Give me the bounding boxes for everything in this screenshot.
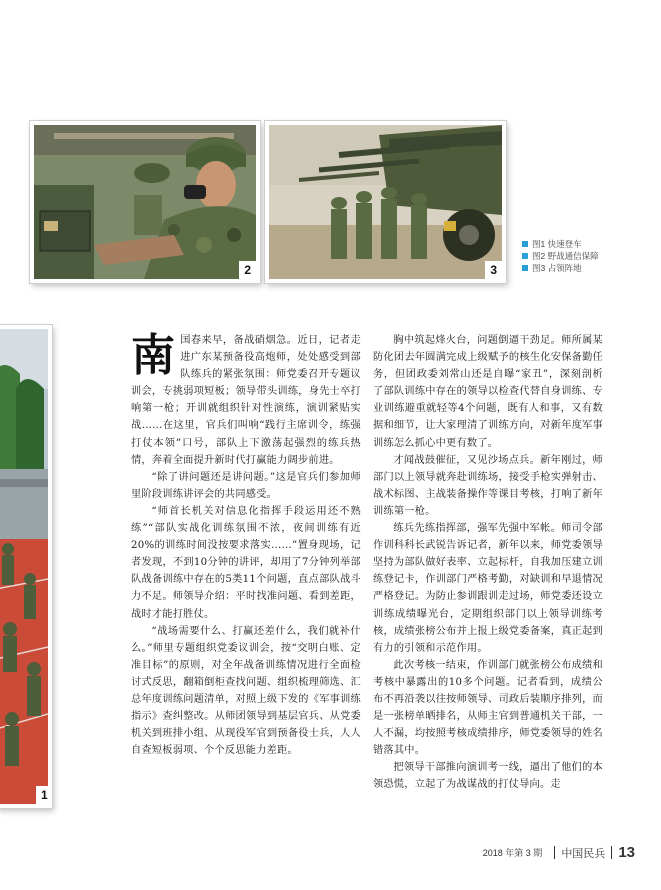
article-paragraph: “战场需要什么、打赢还差什么，我们就补什么。”师里专题组织党委议训会，按“交明白账、定准目标”的原则，对全年战备训练情况进行全面检讨式反思，翻箱倒柜查找问题、组织梳理筛选、汇总年度训练问题清单，对照上级下发的《军事训练指示》查纠整改。从师团领导到基层官兵、从党委机关到班排小组、从现役军官到预备役士兵，人人自查短板弱项、个个反思能力差距。 (131, 625, 361, 757)
caption-row (522, 250, 632, 262)
photo-number-badge: 2 (239, 261, 256, 279)
photo-occupy-position (265, 121, 506, 283)
footer-divider (554, 846, 555, 859)
article-paragraph: “师首长机关对信息化指挥手段运用还不熟练”“部队实战化训练氛围不浓，夜间训练有近20%的训练时间没按要求落实……”置身现场，记者发现，不到10分钟的讲评，却用了7分钟列举部队战备训练中存在的5类11个问题，直点部队战斗力不足。师领导介绍：平时找准问题、看到差距，战时才能打胜仗。 (131, 505, 361, 620)
photo-number-badge: 1 (36, 786, 52, 804)
photo-quick-boarding-image (0, 329, 48, 804)
photo-field-communication-image (34, 125, 256, 279)
caption-square-icon (522, 241, 528, 247)
page-footer (483, 844, 635, 861)
page-number: 13 (618, 844, 635, 861)
caption-square-icon (522, 265, 528, 271)
caption-text: 图3 占领阵地 (532, 263, 582, 273)
caption-text: 图1 快速登车 (532, 239, 582, 249)
caption-row (522, 238, 632, 250)
photo-field-communication (30, 121, 260, 283)
photo-occupy-position-image (269, 125, 502, 279)
article-paragraph: 胸中筑起烽火台，问题倒逼干劲足。师所属某防化团去年圆满完成上级赋予的核生化安保备勤任务，但团政委刘常山还是自曝“家丑”，深刻剖析了部队训练中存在的领导以检查代替自身训练、专业训练避重就轻等4个问题，既有人和事，又有数据和细节，让大家理清了训练方向，对新年度军事训练怎么抓心中更有数了。 (373, 335, 603, 449)
photo-quick-boarding (0, 325, 52, 808)
paragraph-text: 国春来早，备战硝烟急。近日，记者走进广东某预备役高炮师，处处感受到部队练兵的紧张氛围：师党委召开专题议训会，专挑弱项短板；领导带头训练，身先士卒打响第一枪；开训就组织针对性演练，演训紧贴实战……在这里，官兵们叫响“践行主席训令，练强打仗本领”口号，部队上下激荡起强烈的练兵热情，奔着全面提升新时代打赢能力阔步前进。 (131, 335, 361, 466)
issue-label: 2018 年第 3 期 (482, 848, 543, 858)
magazine-name: 中国民兵 (561, 847, 606, 860)
article-paragraph: 练兵先练指挥部，强军先强中军帐。师司令部作训科科长武锐告诉记者，新年以来，师党委领导坚持为部队做好表率、立起标杆，自我加压建立训练登记卡，作训部门严格考勤，对缺训和早退情况严格登记。为防止参训跟训走过场，师党委还设立训练成绩曝光台，定期组织部门以上领导训练考核，成绩张榜公布并上报上级党委备案，真正起到有力的引领和示范作用。 (373, 523, 603, 654)
article-paragraph (131, 332, 361, 469)
caption-text: 图2 野战通信保障 (532, 251, 599, 261)
footer-divider (611, 846, 612, 859)
article-column-left (131, 332, 361, 759)
photo-number-badge: 3 (485, 261, 502, 279)
article-paragraph: “除了讲问题还是讲问题。”这是官兵们参加师里阶段训练讲评会的共同感受。 (131, 471, 361, 500)
article-paragraph: 把领导干部推向演训考一线，逼出了他们的本领恐慌，立起了为战谋战的打仗导向。走 (373, 762, 603, 791)
article-column-right (373, 332, 603, 794)
article-paragraph: 才闻战鼓催征，又见沙场点兵。新年刚过，师部门以上领导就奔赴训练场，接受手枪实弹射击、战术标图、主战装备操作等课目考核，打响了新年训练第一枪。 (373, 454, 603, 517)
caption-row (522, 262, 632, 274)
caption-square-icon (522, 253, 528, 259)
photo-captions (522, 238, 632, 274)
article-paragraph: 此次考核一结束，作训部门就张榜公布成绩和考核中暴露出的10多个问题。记者看到，成绩公布不再沿袭以往按师领导、司政后装顺序排列，而是一张榜单晒排名，从师主官到普通机关干部，一人不漏，均按照考核成绩排序，师党委领导的姓名错落其中。 (373, 659, 603, 757)
drop-cap: 南 (131, 330, 176, 381)
